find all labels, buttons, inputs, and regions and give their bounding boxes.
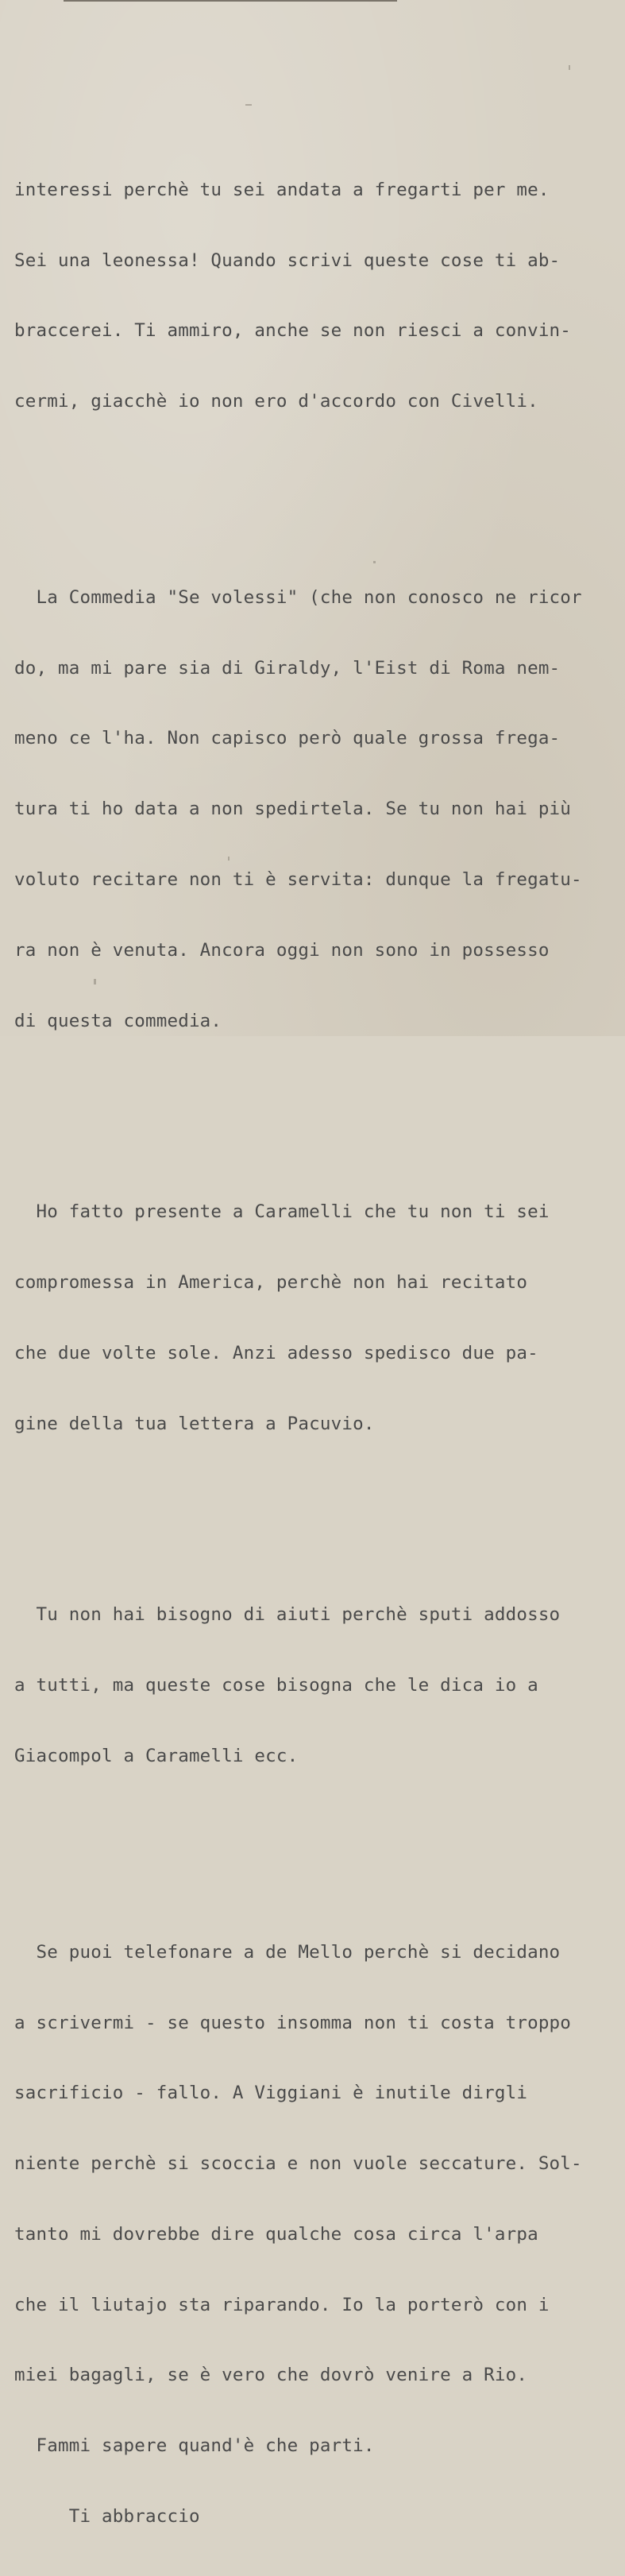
paragraph-gap bbox=[14, 485, 618, 493]
letter-line: di questa commedia. bbox=[14, 1010, 222, 1031]
letter-line: tanto mi dovrebbe dire qualche cosa circa l'arpa bbox=[14, 2223, 538, 2245]
letter-line: che il liutajo sta riparando. Io la porterò con i bbox=[14, 2294, 550, 2315]
letter-line: a scrivermi - se questo insomma non ti costa troppo bbox=[14, 2012, 572, 2033]
letter-line: Ti abbraccio bbox=[14, 2505, 200, 2527]
paper-speck bbox=[373, 561, 376, 563]
letter-line: compromessa in America, perchè non hai recitato bbox=[14, 1272, 528, 1294]
paper-speck bbox=[569, 65, 570, 70]
paragraph-gap bbox=[14, 1104, 618, 1107]
letter-line: gine della tua lettera a Pacuvio. bbox=[14, 1413, 375, 1434]
letter-line: La Commedia "Se volessi" (che non conosco ne ricor bbox=[14, 586, 582, 608]
paragraph-gap bbox=[14, 1507, 618, 1510]
letter-line: sacrificio - fallo. A Viggiani è inutile dirgli bbox=[14, 2083, 528, 2104]
letter-line: do, ma mi pare sia di Giraldy, l'Eist di Roma nem- bbox=[14, 657, 561, 679]
letter-line: niente perchè si scoccia e non vuole seccature. Sol- bbox=[14, 2153, 582, 2175]
paper-top-edge bbox=[64, 0, 397, 2]
letter-line: voluto recitare non ti è servita: dunque la fregatu- bbox=[14, 869, 582, 890]
letter-line: braccerei. Ti ammiro, anche se non riesci a convin- bbox=[14, 320, 572, 342]
letter-line: Fammi sapere quand'è che parti. bbox=[14, 2435, 375, 2457]
letter-line: a tutti, ma queste cose bisogna che le dica io a bbox=[14, 1675, 538, 1696]
paper-speck bbox=[245, 104, 252, 106]
letter-line: interessi perchè tu sei andata a fregarti per me. bbox=[14, 179, 550, 200]
letter-line: Ho fatto presente a Caramelli che tu non ti sei bbox=[14, 1201, 550, 1223]
paper-speck bbox=[94, 979, 96, 984]
paper-speck bbox=[228, 857, 230, 861]
letter-line: meno ce l'ha. Non capisco però quale grossa frega- bbox=[14, 728, 561, 749]
paragraph-gap bbox=[14, 1839, 618, 1847]
typewritten-letter bbox=[14, 108, 618, 2576]
letter-line: Giacompol a Caramelli ecc. bbox=[14, 1745, 299, 1766]
letter-line: Tu non hai bisogno di aiuti perchè sputi addosso bbox=[14, 1604, 561, 1626]
letter-line: tura ti ho data a non spedirtela. Se tu non hai più bbox=[14, 799, 572, 820]
letter-line: che due volte sole. Anzi adesso spedisco due pa- bbox=[14, 1342, 538, 1363]
letter-line: Se puoi telefonare a de Mello perchè si decidano bbox=[14, 1941, 561, 1963]
letter-line: miei bagagli, se è vero che dovrò venire a Rio. bbox=[14, 2365, 528, 2386]
letter-line: Sei una leonessa! Quando scrivi queste cose ti ab- bbox=[14, 249, 561, 271]
letter-line: cermi, giacchè io non ero d'accordo con Civelli. bbox=[14, 391, 538, 412]
letter-line: ra non è venuta. Ancora oggi non sono in possesso bbox=[14, 939, 550, 961]
